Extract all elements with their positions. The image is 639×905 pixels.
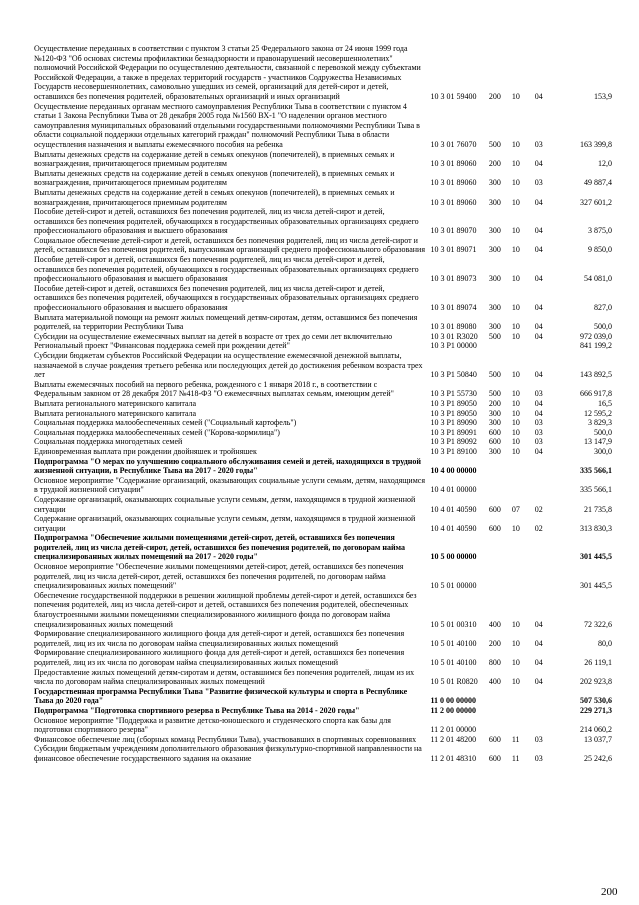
row-section: 10	[511, 638, 520, 648]
row-subsection: 04	[534, 226, 543, 236]
row-target-code: 10 3 P1 89050	[430, 398, 477, 408]
row-section: 10	[511, 178, 520, 188]
row-expense-type: 300	[488, 418, 501, 428]
row-description: Социальная поддержка малообеспеченных семей ("Социальный картофель")	[34, 418, 297, 428]
row-subsection: 04	[534, 619, 543, 629]
row-amount: 49 887,4	[584, 178, 612, 188]
table-row	[34, 284, 612, 313]
row-amount: 72 322,6	[584, 619, 612, 629]
row-expense-type: 400	[488, 677, 501, 687]
row-target-code: 10 3 P1 89091	[430, 427, 477, 437]
row-amount: 666 917,8	[580, 389, 612, 399]
row-subsection: 02	[534, 504, 543, 514]
row-target-code: 10 5 00 00000	[430, 552, 477, 562]
row-expense-type: 600	[488, 504, 501, 514]
row-subsection	[535, 716, 550, 735]
row-target-code: 10 3 01 89074	[430, 303, 477, 313]
row-target-code: 10 3 P1 89050	[430, 408, 477, 418]
row-amount: 13 147,9	[584, 437, 612, 447]
row-section: 10	[511, 677, 520, 687]
row-subsection: 03	[534, 753, 543, 763]
row-subsection	[535, 476, 550, 495]
row-target-code: 10 3 P1 00000	[430, 341, 477, 351]
row-target-code: 10 3 01 R3020	[430, 331, 478, 341]
row-section: 10	[511, 322, 520, 332]
row-expense-type: 300	[488, 178, 501, 188]
row-description: Подпрограмма "Обеспечение жилыми помещениями детей-сирот, детей, оставшихся без попечения родителей, лиц из числа детей-сирот, детей, оставшихся без попечения родителей, по договорам найма специализированных жилых помещений на 2017 - 2020 годы"	[34, 533, 405, 562]
row-expense-type: 500	[488, 139, 501, 149]
row-section: 11	[511, 734, 520, 744]
row-expense-type	[489, 562, 512, 591]
row-description: Подпрограмма "О мерах по улучшению социального обслуживания семей и детей, находящихся в трудной жизненной ситуации, в Республике Тыва на 2017 - 2020 годы"	[34, 456, 422, 476]
row-subsection: 02	[534, 523, 543, 533]
row-target-code: 10 5 01 40100	[430, 638, 477, 648]
row-subsection: 03	[534, 178, 543, 188]
table-row	[34, 102, 612, 150]
row-section: 10	[511, 389, 520, 399]
page-number: 200	[601, 886, 618, 898]
row-expense-type: 300	[488, 274, 501, 284]
table-row	[34, 428, 612, 438]
row-section: 10	[511, 446, 520, 456]
row-description: Предоставление жилых помещений детям-сиротам и детям, оставшимся без попечения родителей, лицам из их числа по договорам найма специализированных жилых помещений	[34, 667, 415, 687]
row-description: Основное мероприятие "Содержание организаций, оказывающих социальные услуги семьям, детям, находящимся в трудной жизненной ситуации"	[34, 475, 425, 495]
row-amount: 163 399,8	[580, 139, 612, 149]
row-subsection: 04	[534, 658, 543, 667]
row-target-code: 10 3 01 89080	[430, 322, 477, 332]
row-target-code: 10 3 P1 50840	[430, 370, 477, 380]
table-row-heading	[34, 533, 612, 562]
row-section: 10	[511, 619, 520, 629]
row-section: 10	[511, 398, 520, 408]
row-amount: 13 037,7	[584, 734, 612, 744]
row-target-code: 10 5 01 00310	[430, 619, 477, 629]
row-target-code: 10 3 01 89060	[430, 197, 477, 207]
row-description: Содержание организаций, оказывающих социальные услуги семьям, детям, находящимся в трудной жизненной ситуации	[34, 514, 416, 533]
row-expense-type	[489, 476, 512, 495]
table-row	[34, 236, 612, 255]
row-section: 10	[511, 418, 520, 428]
row-subsection: 04	[534, 274, 543, 284]
row-section	[512, 706, 535, 716]
table-row	[34, 169, 612, 188]
row-description: Государственная программа Республики Тыва "Развитие физической культуры и спорта в Республике Тыва до 2020 года"	[34, 686, 408, 706]
row-amount: 25 242,6	[584, 753, 612, 763]
row-section	[512, 687, 535, 706]
row-expense-type	[489, 533, 512, 562]
row-section	[512, 716, 535, 735]
row-subsection: 04	[534, 91, 543, 101]
row-description: Содержание организаций, оказывающих социальные услуги семьям, детям, находящимся в трудной жизненной ситуации	[34, 494, 416, 514]
row-description: Региональный проект "Финансовая поддержка семей при рождении детей"	[34, 341, 290, 351]
table-row	[34, 332, 612, 342]
row-description: Выплата материальной помощи на ремонт жилых помещений детям-сиротам, детям, оставшимся без попечения родителей, на территории Республики Тыва	[34, 312, 418, 332]
table-row	[34, 629, 612, 648]
row-description: Единовременная выплата при рождении двойняшек и тройняшек	[34, 446, 257, 456]
row-expense-type: 500	[488, 331, 501, 341]
row-expense-type: 300	[488, 303, 501, 313]
row-description: Субсидии бюджетам субъектов Российской Федерации на осуществление ежемесячной денежной выплаты, назначаемой в случае рождения третьего ребенка или последующих детей до достижения ребенком возраста трех лет	[34, 351, 423, 380]
row-subsection: 03	[534, 389, 543, 399]
row-description: Выплаты ежемесячных пособий на первого ребенка, рожденного с 1 января 2018 г., в соответствии с Федеральным законом от 28 декабря 2017 №418-ФЗ "О ежемесячных выплатах семьям, имеющим детей"	[34, 379, 394, 399]
row-section: 11	[511, 753, 520, 763]
row-subsection: 04	[534, 677, 543, 687]
row-section: 10	[511, 197, 520, 207]
row-expense-type	[489, 341, 512, 351]
row-expense-type: 800	[488, 658, 501, 667]
table-row	[34, 668, 612, 687]
row-target-code: 10 4 00 00000	[430, 466, 477, 476]
table-row-heading	[34, 457, 612, 476]
row-description: Пособие детей-сирот и детей, оставшихся без попечения родителей, лиц из числа детей-сирот и детей, оставшихся без попечения родителей, обучающихся в государственных образовательных организациях среднего профессионального образования и высшего образования	[34, 255, 419, 284]
row-subsection	[535, 457, 550, 476]
row-expense-type: 300	[488, 446, 501, 456]
budget-table-page	[34, 44, 612, 764]
row-amount: 26 119,1	[584, 658, 612, 667]
row-section: 10	[511, 523, 520, 533]
row-amount: 972 039,0	[580, 331, 612, 341]
row-target-code: 10 3 01 89071	[430, 245, 477, 255]
row-target-code: 10 4 01 00000	[430, 485, 477, 495]
row-target-code: 10 3 01 89060	[430, 178, 477, 188]
row-amount: 12,0	[598, 159, 612, 169]
row-section: 07	[511, 504, 520, 514]
row-subsection: 04	[534, 331, 543, 341]
table-row	[34, 409, 612, 419]
row-description: Осуществление переданных органам местного самоуправления Республики Тыва в соответствии с пунктом 4 статьи 1 Закона Республики Тыва от 28 декабря 2005 года №1560 ВХ-1 "О наделении органов местного самоуправления муниципальных образований отдельными государственными полномочиями Республики Тыва в области социальной поддержки отдельных категорий граждан" полномочий Республики Тыва в области осуществления назначения и выплаты ежемесячного пособия на ребенка	[34, 101, 420, 149]
row-target-code: 10 3 P1 89090	[430, 418, 477, 428]
row-amount: 313 830,3	[580, 523, 612, 533]
row-target-code: 10 5 01 00000	[430, 581, 477, 591]
row-expense-type: 200	[488, 638, 501, 648]
row-subsection: 03	[534, 437, 543, 447]
row-amount: 16,5	[598, 398, 612, 408]
row-expense-type: 300	[488, 226, 501, 236]
row-subsection: 04	[534, 370, 543, 380]
table-row	[34, 514, 612, 533]
row-amount: 3 829,3	[588, 418, 612, 428]
row-amount: 202 923,8	[580, 677, 612, 687]
row-expense-type: 500	[488, 389, 501, 399]
table-row	[34, 716, 612, 735]
row-amount: 12 595,2	[584, 408, 612, 418]
row-subsection: 04	[534, 408, 543, 418]
row-amount: 54 081,0	[584, 274, 612, 284]
row-description: Социальная поддержка многодетных семей	[34, 437, 183, 447]
row-description: Социальное обеспечение детей-сирот и детей, оставшихся без попечения родителей, лиц из числа детей-сирот и детей, оставшихся без попечения родителей, выпускникам организаций среднего профессионального образования	[34, 235, 426, 255]
row-expense-type: 300	[488, 408, 501, 418]
row-target-code: 10 5 01 R0820	[430, 677, 478, 687]
row-description: Субсидии бюджетным учреждениям дополнительного образования физкультурно-спортивной направленности на финансовое обеспечение государственного задания на оказание	[34, 744, 422, 763]
row-expense-type: 300	[488, 245, 501, 255]
row-amount: 301 445,5	[580, 581, 612, 591]
row-description: Социальная поддержка малообеспеченных семей ("Корова-кормилица")	[34, 427, 280, 437]
row-subsection: 04	[534, 398, 543, 408]
row-amount: 80,0	[598, 638, 612, 648]
row-section: 10	[511, 274, 520, 284]
row-description: Выплаты денежных средств на содержание детей в семьях опекунов (попечителей), в приемных семьях и вознаграждения, причитающегося приемным родителям	[34, 168, 395, 188]
table-row	[34, 418, 612, 428]
row-expense-type: 300	[488, 197, 501, 207]
row-expense-type: 600	[488, 734, 501, 744]
table-row-heading	[34, 687, 612, 706]
row-expense-type: 200	[488, 91, 501, 101]
row-description: Выплата регионального материнского капитала	[34, 408, 197, 418]
row-expense-type: 200	[488, 398, 501, 408]
row-description: Основное мероприятие "Обеспечение жилыми помещениями детей-сирот, детей, оставшихся без попечения родителей, лиц из числа детей-сирот, детей, оставшихся без попечения родителей, по договорам найма специализированных жилых помещений"	[34, 562, 404, 591]
row-section: 10	[511, 159, 520, 169]
row-expense-type	[489, 687, 512, 706]
row-amount: 229 271,3	[580, 705, 612, 715]
table-row	[34, 255, 612, 284]
row-section	[512, 562, 535, 591]
row-amount: 827,0	[594, 303, 612, 313]
table-row	[34, 562, 612, 591]
row-target-code: 10 3 P1 89092	[430, 437, 477, 447]
row-description: Пособие детей-сирот и детей, оставшихся без попечения родителей, лиц из числа детей-сирот и детей, оставшихся без попечения родителей, обучающихся в государственных образовательных организациях среднего профессионального образования и высшего образования	[34, 283, 419, 313]
row-subsection: 03	[534, 734, 543, 744]
row-amount: 9 850,0	[588, 245, 612, 255]
table-row	[34, 351, 612, 380]
row-target-code: 10 4 01 40590	[430, 504, 477, 514]
row-subsection	[535, 562, 550, 591]
row-expense-type: 600	[488, 753, 501, 763]
row-amount: 3 875,0	[588, 226, 612, 236]
row-amount: 500,0	[594, 427, 612, 437]
row-subsection	[535, 341, 550, 351]
row-expense-type: 400	[488, 619, 501, 629]
table-row	[34, 744, 612, 763]
row-section	[512, 457, 535, 476]
row-expense-type: 500	[488, 370, 501, 380]
row-description: Выплата регионального материнского капитала	[34, 398, 197, 408]
row-target-code: 10 3 P1 55730	[430, 389, 477, 399]
row-expense-type: 600	[488, 523, 501, 533]
row-subsection: 04	[534, 446, 543, 456]
row-amount: 507 530,6	[580, 696, 612, 706]
row-section: 10	[511, 331, 520, 341]
row-description: Обеспечение государственной поддержки в решении жилищной проблемы детей-сирот и детей, оставшихся без попечения родителей, лиц из числа детей-сирот и детей, оставшихся без попечения родителей, обеспеченных благоустроенными жилыми помещениями специализированного жилищного фонда по договорам найма специализированных жилых помещений	[34, 590, 417, 629]
row-subsection: 04	[534, 303, 543, 313]
row-subsection: 04	[534, 197, 543, 207]
table-row	[34, 207, 612, 236]
table-row	[34, 648, 612, 667]
row-description: Субсидии на осуществление ежемесячных выплат на детей в возрасте от трех до семи лет включительно	[34, 331, 393, 341]
table-row	[34, 495, 612, 514]
row-section: 10	[511, 91, 520, 101]
table-row	[34, 447, 612, 457]
row-section: 10	[511, 427, 520, 437]
row-target-code: 10 3 01 89073	[430, 274, 477, 284]
row-section	[512, 341, 535, 351]
table-row	[34, 735, 612, 745]
row-target-code: 10 5 01 40100	[430, 658, 477, 667]
row-description: Формирование специализированного жилищного фонда для детей-сирот и детей, оставшихся без попечения родителей, лиц из их числа по договорам найма специализированных жилых помещений	[34, 629, 405, 648]
row-amount: 300,0	[594, 446, 612, 456]
row-subsection: 03	[534, 139, 543, 149]
row-amount: 335 566,1	[580, 466, 612, 476]
row-section	[512, 533, 535, 562]
row-amount: 500,0	[594, 322, 612, 332]
row-target-code: 10 3 01 76070	[430, 139, 477, 149]
row-amount: 301 445,5	[580, 552, 612, 562]
row-amount: 841 199,2	[580, 341, 612, 351]
row-amount: 327 601,2	[580, 197, 612, 207]
row-section: 10	[511, 437, 520, 447]
row-subsection	[535, 706, 550, 716]
row-subsection	[535, 533, 550, 562]
row-amount: 21 735,8	[584, 504, 612, 514]
row-description: Формирование специализированного жилищного фонда для детей-сирот и детей, оставшихся без попечения родителей, лиц из их числа по договорам найма специализированных жилых помещений	[34, 648, 405, 667]
table-row-heading	[34, 706, 612, 716]
row-target-code: 11 2 01 00000	[430, 725, 477, 735]
table-row	[34, 188, 612, 207]
table-row	[34, 437, 612, 447]
row-amount: 335 566,1	[580, 485, 612, 495]
row-description: Осуществление переданных в соответствии с пунктом 3 статьи 25 Федерального закона от 24 июня 1999 года №120-ФЗ "Об основах системы профилактики безнадзорности и правонарушений несовершеннолетних" полномочий Российской Федерации по осуществлению деятельности, связанной с перевозкой между субъектами Российской Федерации, а также в пределах территорий государств - участников Содружества Независимых Государств несовершеннолетних, самовольно ушедших из семей, организаций для детей-сирот и детей, оставшихся без попечения родителей, образовательных организаций и иных организаций	[34, 44, 421, 101]
row-section: 10	[511, 226, 520, 236]
row-amount: 214 060,2	[580, 725, 612, 735]
row-target-code: 11 2 01 48200	[430, 734, 477, 744]
table-row	[34, 150, 612, 169]
row-expense-type	[489, 716, 512, 735]
row-amount: 143 892,5	[580, 370, 612, 380]
row-target-code: 11 2 00 00000	[430, 705, 477, 715]
row-target-code: 10 3 01 59400	[430, 91, 477, 101]
row-subsection: 04	[534, 638, 543, 648]
row-subsection	[535, 687, 550, 706]
budget-table	[34, 44, 612, 764]
table-row	[34, 399, 612, 409]
row-subsection: 04	[534, 159, 543, 169]
row-section: 10	[511, 245, 520, 255]
row-description: Выплаты денежных средств на содержание детей в семьях опекунов (попечителей), в приемных семьях и вознаграждения, причитающегося приемным родителям	[34, 187, 395, 207]
row-description: Подпрограмма "Подготовка спортивного резерва в Республике Тыва на 2014 - 2020 годы"	[34, 705, 360, 715]
row-section	[512, 476, 535, 495]
row-expense-type	[489, 706, 512, 716]
row-section: 10	[511, 303, 520, 313]
row-subsection: 03	[534, 418, 543, 428]
row-target-code: 10 3 01 89070	[430, 226, 477, 236]
table-row	[34, 313, 612, 332]
row-description: Основное мероприятие "Поддержка и развитие детско-юношеского и студенческого спорта как базы для подготовки спортивного резерва"	[34, 715, 391, 735]
row-section: 10	[511, 139, 520, 149]
row-target-code: 10 3 01 89060	[430, 159, 477, 169]
table-row	[34, 380, 612, 399]
table-row	[34, 341, 612, 351]
row-subsection: 04	[534, 322, 543, 332]
row-section: 10	[511, 370, 520, 380]
row-description: Пособие детей-сирот и детей, оставшихся без попечения родителей, лиц из числа детей-сирот и детей, оставшихся без попечения родителей, обучающихся в государственных образовательных организациях среднего профессионального образования и высшего образования	[34, 207, 419, 236]
row-section: 10	[511, 658, 520, 667]
row-subsection: 03	[534, 427, 543, 437]
table-row	[34, 44, 612, 102]
row-section: 10	[511, 408, 520, 418]
row-subsection: 04	[534, 245, 543, 255]
row-target-code: 11 0 00 00000	[430, 696, 477, 706]
row-expense-type: 600	[488, 427, 501, 437]
row-expense-type: 200	[488, 159, 501, 169]
row-target-code: 11 2 01 48310	[430, 753, 477, 763]
table-row	[34, 591, 612, 629]
row-description: Финансовое обеспечение лиц (сборных команд Республики Тыва), участвовавших в спортивных соревнованиях	[34, 734, 417, 744]
row-expense-type: 600	[488, 437, 501, 447]
table-row	[34, 476, 612, 495]
row-expense-type	[489, 457, 512, 476]
row-amount: 153,9	[594, 91, 612, 101]
row-expense-type: 300	[488, 322, 501, 332]
row-target-code: 10 3 P1 89100	[430, 446, 477, 456]
row-target-code: 10 4 01 40590	[430, 523, 477, 533]
row-description: Выплаты денежных средств на содержание детей в семьях опекунов (попечителей), в приемных семьях и вознаграждения, причитающегося приемным родителям	[34, 149, 395, 169]
